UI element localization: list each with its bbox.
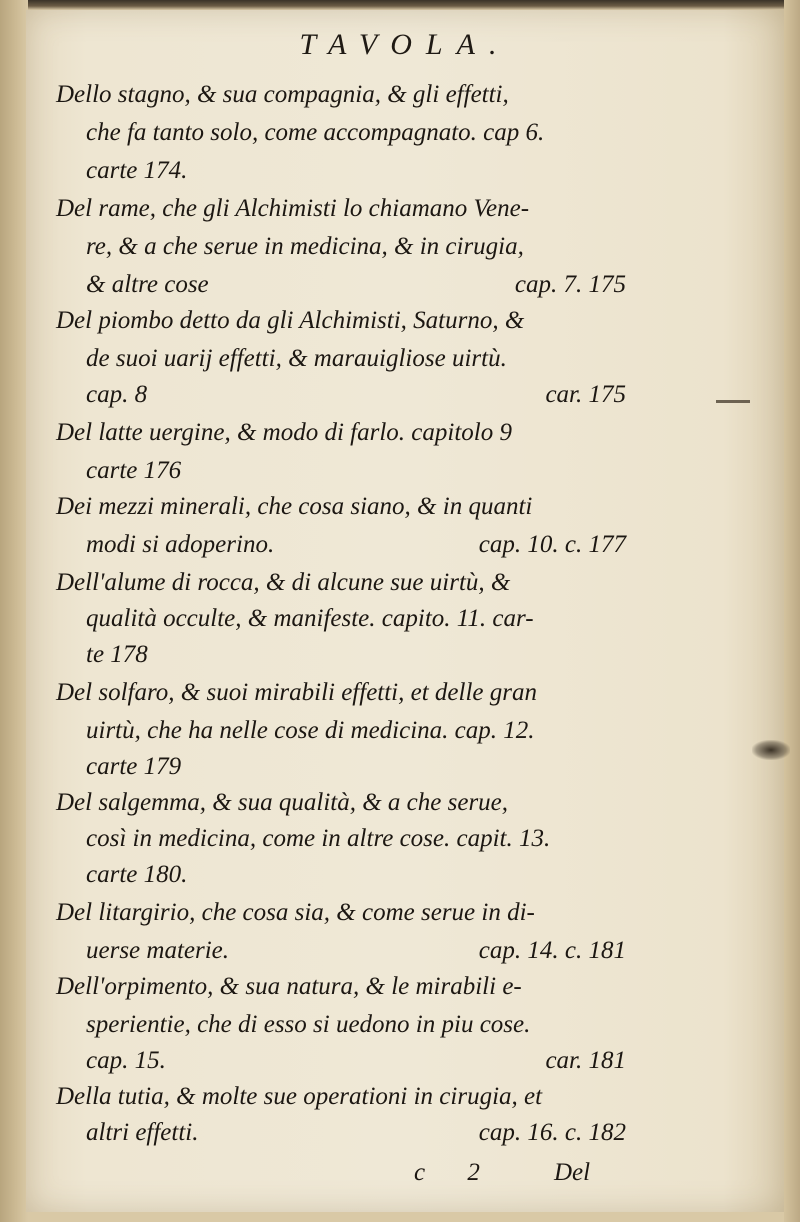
entry-line: te 178 [86,641,148,668]
entry-line: Dell'orpimento, & sua natura, & le mirabili e- [56,973,522,1000]
margin-dash-mark [716,400,750,403]
book-top-edge [0,0,800,10]
entry-line: carte 176 [86,457,182,484]
entry-line: de suoi uarij effetti, & marauigliose uirtù. [86,345,507,372]
entry-line: Del solfaro, & suoi mirabili effetti, et delle gran [56,679,537,706]
entry-line: che fa tanto solo, come accompagnato. cap 6. [86,119,545,146]
entry-line: Del salgemma, & sua qualità, & a che serue, [56,789,509,816]
entry-line: uirtù, che ha nelle cose di medicina. cap. 12. [86,717,535,744]
entry-line: qualità occulte, & manifeste. capito. 11. car- [86,605,534,632]
ink-blot [752,740,790,760]
book-gutter [0,0,28,1222]
entry-line: carte 179 [86,753,182,780]
entry-line: cap. 15. [86,1047,166,1074]
entry-line: carte 174. [86,157,188,184]
entry-reference: cap. 14. c. 181 [478,937,626,964]
entry-line: modi si adoperino. [86,531,275,558]
entry-line: Dell'alume di rocca, & di alcune sue uirtù, & [56,569,511,596]
entry-line: altri effetti. [86,1119,199,1146]
book-page [26,10,784,1212]
entry-line: cap. 8 [86,381,148,408]
catchword: Del [554,1159,591,1186]
entry-reference: cap. 16. c. 182 [478,1119,626,1146]
entry-reference: cap. 10. c. 177 [478,531,626,558]
book-fore-edge [784,0,800,1222]
entry-reference: car. 175 [545,381,626,408]
entry-line: Della tutia, & molte sue operationi in cirugia, et [56,1083,543,1110]
signature-mark: c 2 [414,1159,498,1186]
running-title: TAVOLA. [299,28,511,61]
entry-line: Del piombo detto da gli Alchimisti, Saturno, & [56,307,525,334]
entry-reference: car. 181 [545,1047,626,1074]
entry-line: carte 180. [86,861,188,888]
entry-line: re, & a che serue in medicina, & in cirugia, [86,233,524,260]
entry-line: Del litargirio, che cosa sia, & come serue in di- [56,899,535,926]
entry-line: Dei mezzi minerali, che cosa siano, & in quanti [56,493,533,520]
entry-line: Del latte uergine, & modo di farlo. capitolo 9 [56,419,512,446]
entry-line: così in medicina, come in altre cose. capit. 13. [86,825,551,852]
entry-reference: cap. 7. 175 [514,271,626,298]
entry-line: uerse materie. [86,937,230,964]
entry-line: Dello stagno, & sua compagnia, & gli effetti, [56,81,509,108]
entry-line: & altre cose [86,271,209,298]
entry-line: sperientie, che di esso si uedono in piu cose. [86,1011,531,1038]
entry-line: Del rame, che gli Alchimisti lo chiamano Vene- [56,195,530,222]
